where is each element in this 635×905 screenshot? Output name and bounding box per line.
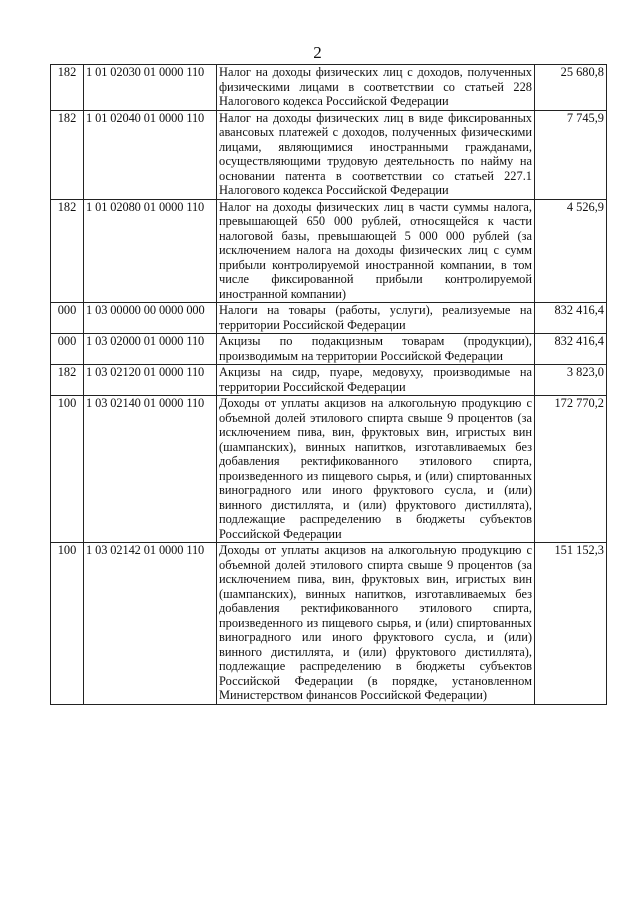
classification-code-cell: 1 03 00000 00 0000 000 — [84, 303, 217, 334]
table-row — [51, 199, 607, 303]
admin-code-cell: 182 — [51, 365, 84, 396]
revenue-table — [50, 64, 607, 705]
revenue-name-cell: Доходы от уплаты акцизов на алкогольную продукцию с объемной долей этилового спирта свыше 9 процентов (за исключением пива, вин, фруктовых вин, игристых вин (шампанских), винных напитков, изготавливаемых без добавления ректификованного этилового спирта, произведенного из пищевого сырья, и (или) спиртованных виноградного или иного фруктового сусла, и (или) винного дистиллята, и (или) фруктового дистиллята), подлежащие распределению в бюджеты субъектов Российской Федерации — [217, 396, 535, 543]
revenue-name-cell: Акцизы на сидр, пуаре, медовуху, производимые на территории Российской Федерации — [217, 365, 535, 396]
table-row — [51, 396, 607, 543]
page-number: 2 — [313, 43, 322, 62]
admin-code-cell: 100 — [51, 396, 84, 543]
amount-cell: 172 770,2 — [535, 396, 607, 543]
table-row — [51, 110, 607, 199]
amount-cell: 3 823,0 — [535, 365, 607, 396]
classification-code-cell: 1 03 02142 01 0000 110 — [84, 543, 217, 705]
classification-code-cell: 1 03 02120 01 0000 110 — [84, 365, 217, 396]
classification-code-cell: 1 03 02000 01 0000 110 — [84, 334, 217, 365]
admin-code-cell: 100 — [51, 543, 84, 705]
revenue-name-cell: Налог на доходы физических лиц в части суммы налога, превышающей 650 000 рублей, относящейся к части налоговой базы, превышающей 5 000 000 рублей (за исключением налога на доходы физических лиц с сумм прибыли контролируемой иностранной компании, в том числе фиксированной прибыли контролируемой иностранной компании) — [217, 199, 535, 303]
classification-code-cell: 1 01 02030 01 0000 110 — [84, 65, 217, 111]
table-row — [51, 334, 607, 365]
classification-code-cell: 1 01 02080 01 0000 110 — [84, 199, 217, 303]
amount-cell: 151 152,3 — [535, 543, 607, 705]
amount-cell: 832 416,4 — [535, 334, 607, 365]
admin-code-cell: 000 — [51, 334, 84, 365]
amount-cell: 832 416,4 — [535, 303, 607, 334]
classification-code-cell: 1 01 02040 01 0000 110 — [84, 110, 217, 199]
revenue-name-cell: Доходы от уплаты акцизов на алкогольную продукцию с объемной долей этилового спирта свыше 9 процентов (за исключением пива, вин, фруктовых вин, игристых вин (шампанских), винных напитков, изготавливаемых без добавления ректификованного этилового спирта, произведенного из пищевого сырья, и (или) спиртованных виноградного или иного фруктового сусла, и (или) винного дистиллята, и (или) фруктового дистиллята), подлежащие распределению в бюджеты субъектов Российской Федерации (в порядке, установленном Министерством финансов Российской Федерации) — [217, 543, 535, 705]
classification-code-cell: 1 03 02140 01 0000 110 — [84, 396, 217, 543]
table-row — [51, 65, 607, 111]
admin-code-cell: 182 — [51, 110, 84, 199]
revenue-name-cell: Налоги на товары (работы, услуги), реализуемые на территории Российской Федерации — [217, 303, 535, 334]
admin-code-cell: 000 — [51, 303, 84, 334]
amount-cell: 25 680,8 — [535, 65, 607, 111]
amount-cell: 7 745,9 — [535, 110, 607, 199]
revenue-name-cell: Акцизы по подакцизным товарам (продукции), производимым на территории Российской Федерации — [217, 334, 535, 365]
admin-code-cell: 182 — [51, 199, 84, 303]
table-row — [51, 365, 607, 396]
table-row — [51, 543, 607, 705]
revenue-name-cell: Налог на доходы физических лиц в виде фиксированных авансовых платежей с доходов, полученных физическими лицами, являющимися иностранными гражданами, осуществляющими трудовую деятельность по найму на основании патента в соответствии со статьей 227.1 Налогового кодекса Российской Федерации — [217, 110, 535, 199]
admin-code-cell: 182 — [51, 65, 84, 111]
amount-cell: 4 526,9 — [535, 199, 607, 303]
table-row — [51, 303, 607, 334]
revenue-name-cell: Налог на доходы физических лиц с доходов, полученных физическими лицами в соответствии со статьей 228 Налогового кодекса Российской Федерации — [217, 65, 535, 111]
